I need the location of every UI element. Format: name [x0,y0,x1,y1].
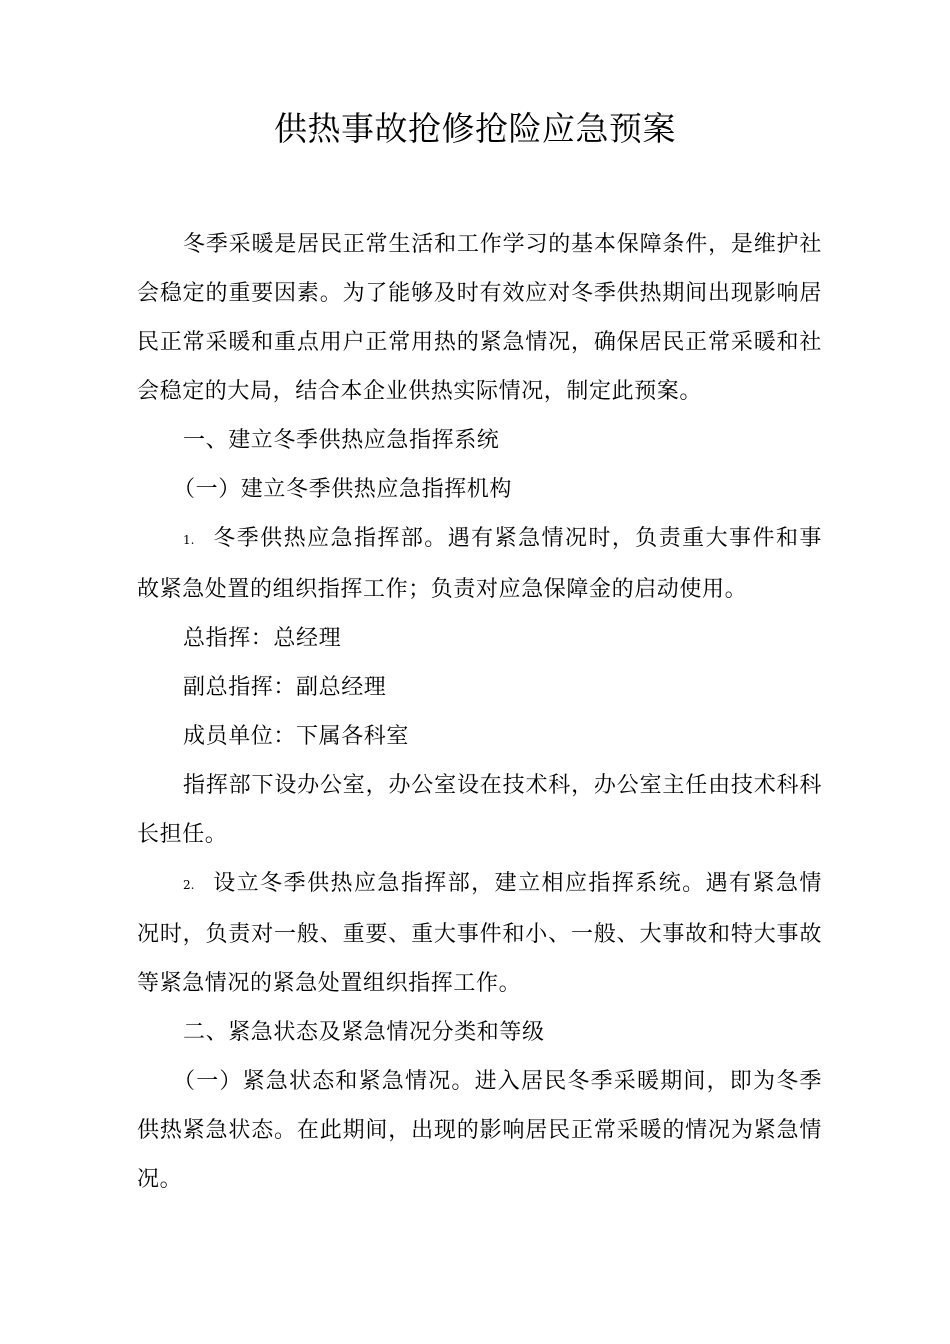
member-units-line: 成员单位：下属各科室 [183,724,410,749]
document-body [137,220,822,1204]
section-1-heading: 一、建立冬季供热应急指挥系统 [183,428,500,453]
item-2-number: 2. [183,878,195,892]
item-2-text: 设立冬季供热应急指挥部，建立相应指挥系统。遇有紧急情况时，负责对一般、重要、重大事件和小、一般、大事故和特大事故等紧急情况的紧急处置组织指挥工作。 [137,871,822,996]
section-1-subheading-1: （一）建立冬季供热应急指挥机构 [173,477,513,502]
intro-paragraph: 冬季采暖是居民正常生活和工作学习的基本保障条件，是维护社会稳定的重要因素。为了能够及时有效应对冬季供热期间出现影响居民正常采暖和重点用户正常用热的紧急情况，确保居民正常采暖和社会稳定的大局，结合本企业供热实际情况，制定此预案。 [137,232,822,404]
commander-line: 总指挥：总经理 [183,626,342,651]
deputy-commander-line: 副总指挥：副总经理 [183,675,387,700]
item-1-number: 1. [183,533,195,547]
item-1-paragraph [137,514,822,614]
item-2-paragraph [137,859,822,1008]
section-2-subheading-1: （一）紧急状态和紧急情况。进入居民冬季采暖期间，即为冬季供热紧急状态。在此期间，出现的影响居民正常采暖的情况为紧急情况。 [137,1069,822,1192]
document-title: 供热事故抢修抢险应急预案 [274,109,676,148]
item-1-text: 冬季供热应急指挥部。遇有紧急情况时，负责重大事件和事故紧急处置的组织指挥工作；负责对应急保障金的启动使用。 [137,526,822,602]
office-note-paragraph: 指挥部下设办公室，办公室设在技术科，办公室主任由技术科科长担任。 [137,773,822,847]
section-2-heading: 二、紧急状态及紧急情况分类和等级 [183,1020,545,1045]
